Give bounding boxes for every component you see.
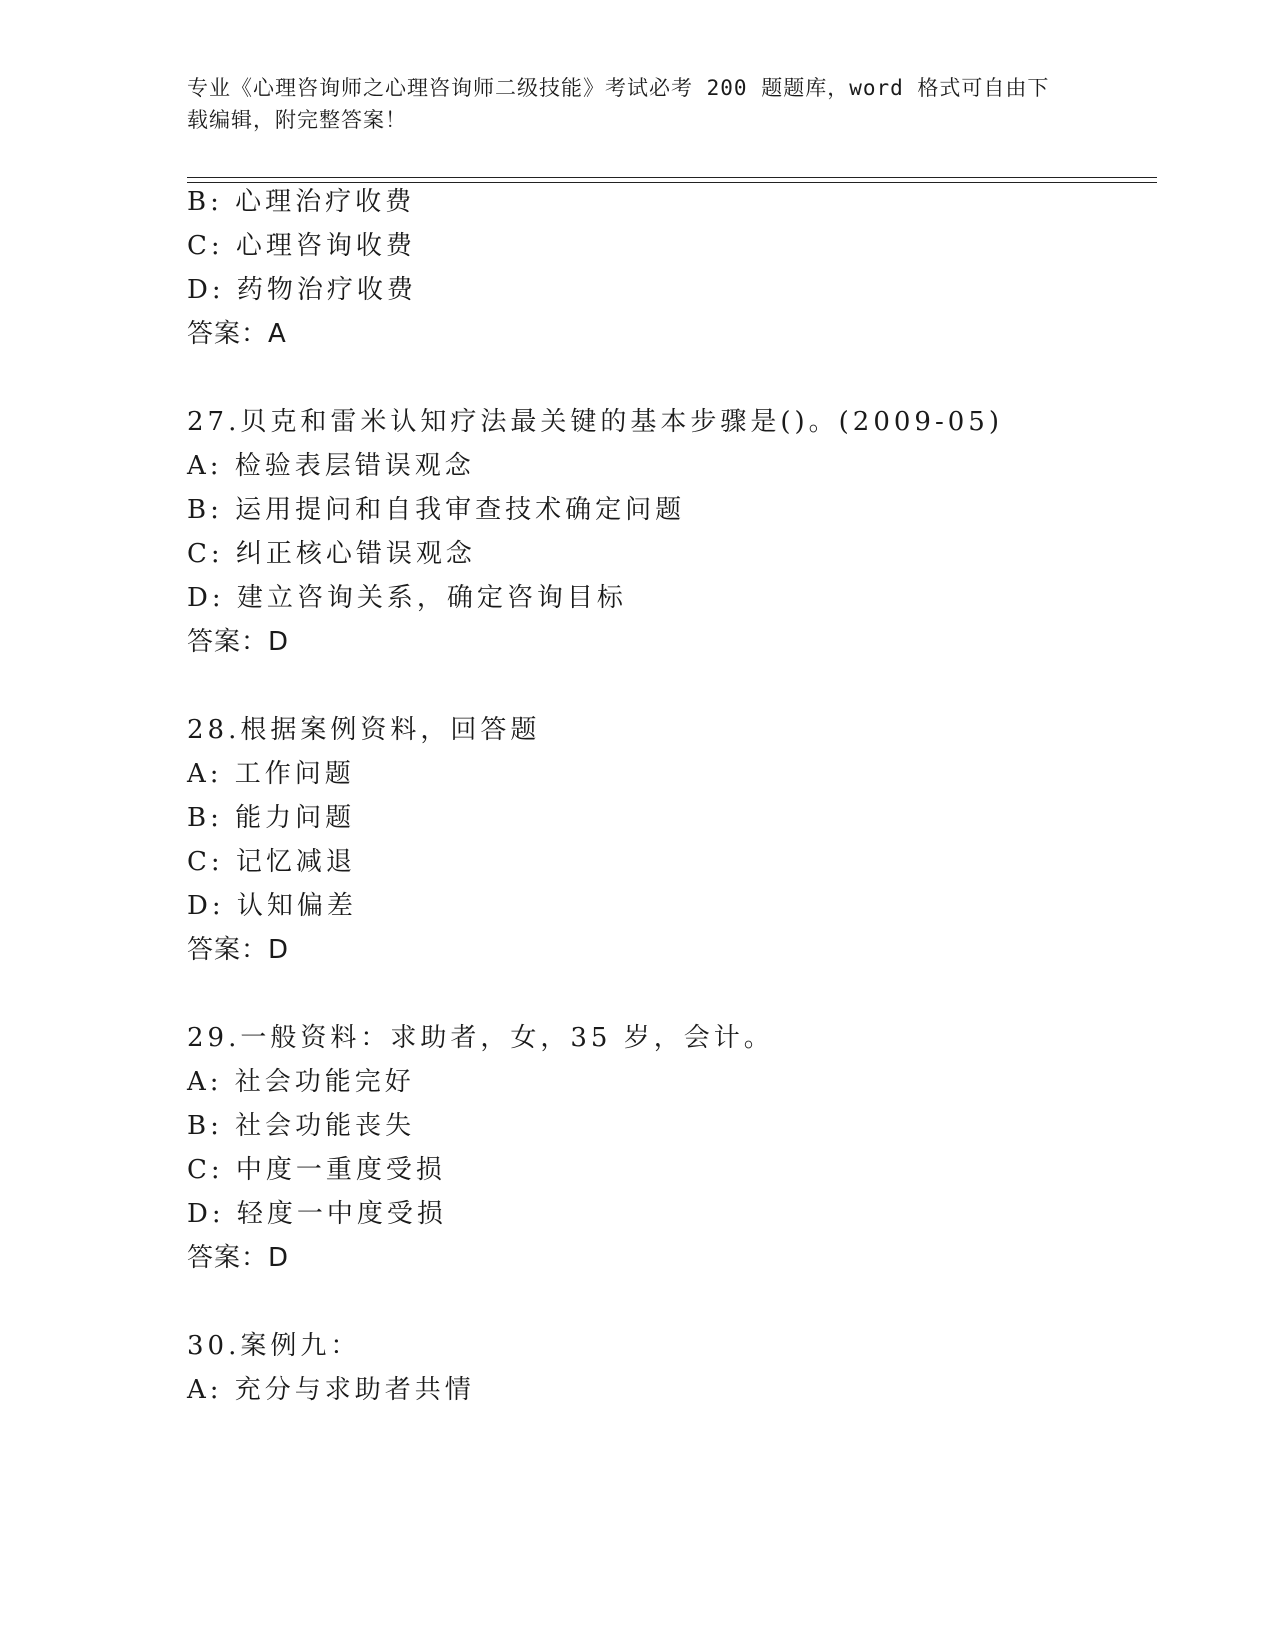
q28-answer: 答案：D <box>187 935 290 965</box>
q26-option-d: D: 药物治疗收费 <box>187 275 417 305</box>
q26-option-b: B: 心理治疗收费 <box>187 187 416 217</box>
q26-option-c: C: 心理咨询收费 <box>187 231 416 261</box>
q26-answer: 答案：A <box>187 319 287 349</box>
header-divider-top <box>187 177 1157 178</box>
q28-option-b: B: 能力问题 <box>187 803 356 833</box>
q27-option-d: D: 建立咨询关系，确定咨询目标 <box>187 583 627 613</box>
q29-option-c: C: 中度一重度受损 <box>187 1155 446 1185</box>
q27-option-a: A: 检验表层错误观念 <box>187 451 475 481</box>
q28-option-d: D: 认知偏差 <box>187 891 357 921</box>
q29-answer: 答案：D <box>187 1243 290 1273</box>
q29-option-b: B: 社会功能丧失 <box>187 1111 416 1141</box>
q28-option-c: C: 记忆减退 <box>187 847 356 877</box>
q29-option-d: D: 轻度一中度受损 <box>187 1199 447 1229</box>
q27-option-c: C: 纠正核心错误观念 <box>187 539 476 569</box>
document-intro: 专业《心理咨询师之心理咨询师二级技能》考试必考 200 题题库，word 格式可自由下载编辑，附完整答案！ <box>187 76 1050 132</box>
q27-option-b: B: 运用提问和自我审查技术确定问题 <box>187 495 686 525</box>
q28-stem: 28.根据案例资料，回答题 <box>187 715 541 745</box>
q29-stem: 29.一般资料：求助者，女，35 岁，会计。 <box>187 1023 774 1053</box>
q30-option-a: A: 充分与求助者共情 <box>187 1375 475 1405</box>
q28-option-a: A: 工作问题 <box>187 759 355 789</box>
q29-option-a: A: 社会功能完好 <box>187 1067 415 1097</box>
q27-stem: 27.贝克和雷米认知疗法最关键的基本步骤是()。(2009-05) <box>187 407 1003 437</box>
q30-stem: 30.案例九： <box>187 1331 361 1361</box>
q27-answer: 答案：D <box>187 627 290 657</box>
header-divider-bottom <box>187 182 1157 183</box>
